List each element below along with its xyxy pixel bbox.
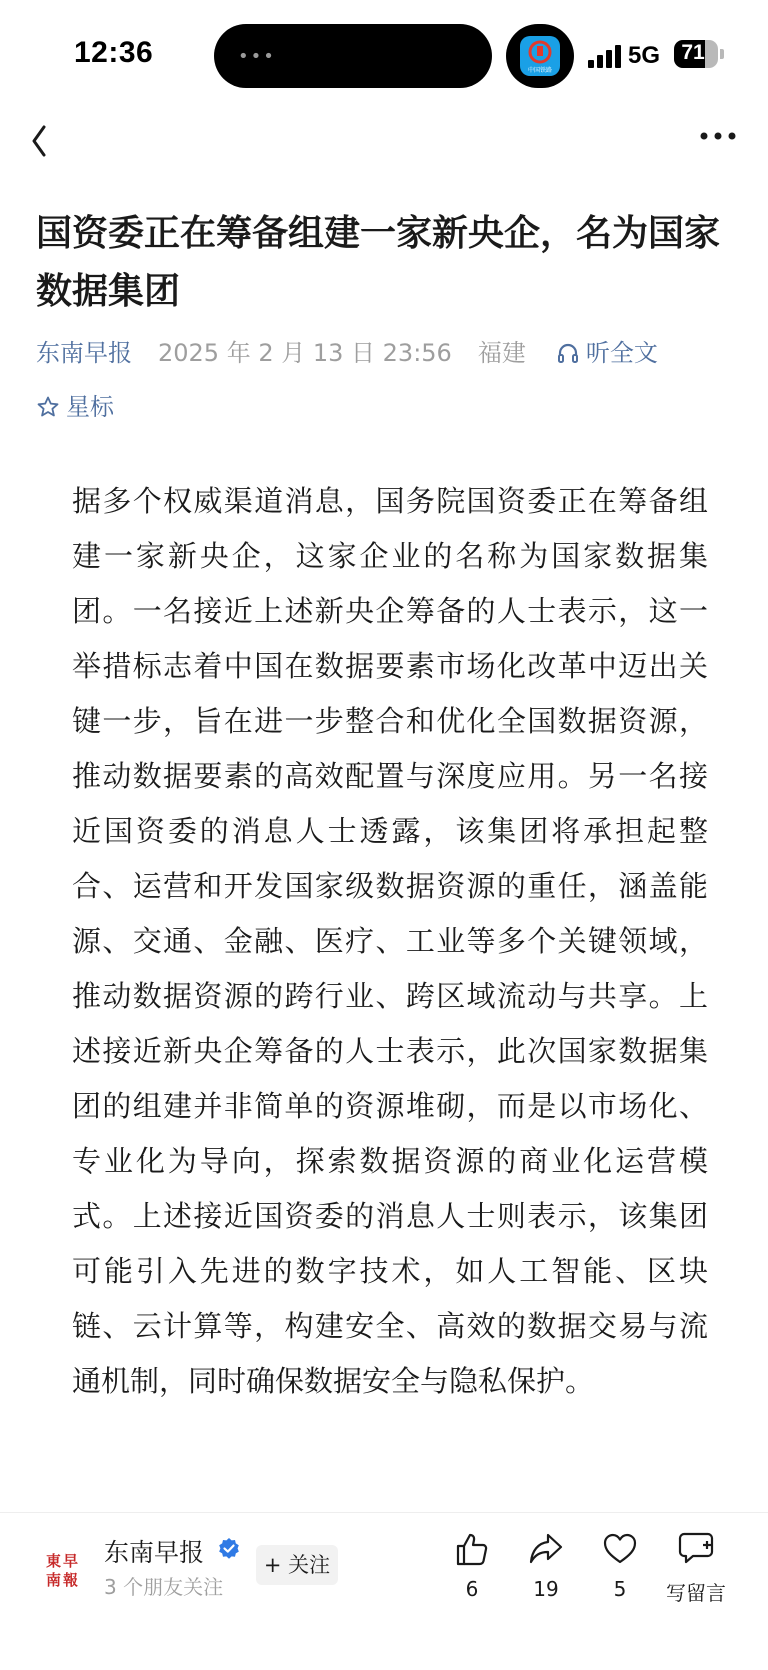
star-label: 星标 (66, 393, 114, 421)
thumbs-up-icon (454, 1531, 490, 1567)
battery-level: 71 (681, 41, 705, 64)
article-title: 国资委正在筹备组建一家新央企，名为国家数据集团 (36, 213, 721, 312)
newspaper-logo-icon (40, 1547, 84, 1591)
svg-text:東: 東 (46, 1552, 62, 1570)
article-date: 2025 年 2 月 13 日 23:56 (158, 339, 452, 367)
article-meta (36, 336, 658, 370)
article-body: 据多个权威渠道消息，国务院国资委正在筹备组建一家新央企，这家企业的名称为国家数据集团。一名接近上述新央企筹备的人士表示，这一举措标志着中国在数据要素市场化改革中迈出关键一步，旨在进一步整合和优化全国数据资源，推动数据要素的高效配置与深度应用。另一名接近国资委的消息人士透露，该集团将承担起整合、运营和开发国家级数据资源的重任，涵盖能源、交通、金融、医疗、工业等多个关键领域，推动数据资源的跨行业、跨区域流动与共享。上述接近新央企筹备的人士表示，此次国家数据集团的组建并非简单的资源堆砌，而是以市场化、专业化为导向，探索数据资源的商业化运营模式。上述接近国资委的消息人士则表示，该集团可能引入先进的数字技术，如人工智能、区块链、云计算等，构建安全、高效的数据交易与流通机制，同时确保数据安全与隐私保护。 (72, 484, 708, 1398)
share-arrow-icon (528, 1531, 564, 1567)
follow-button[interactable]: + 关注 (256, 1545, 338, 1585)
account-name[interactable]: 东南早报 (104, 1538, 205, 1567)
live-activity-badge[interactable] (506, 24, 574, 88)
listen-label: 听全文 (585, 339, 658, 367)
comment-add-icon (677, 1531, 715, 1567)
comment-label: 写留言 (666, 1581, 726, 1605)
svg-text:報: 報 (63, 1571, 79, 1589)
account-avatar[interactable] (40, 1547, 84, 1591)
bottom-action-bar (0, 1512, 768, 1670)
heart-icon (602, 1531, 638, 1567)
status-bar (0, 0, 768, 110)
railway-app-icon (520, 36, 560, 76)
svg-text:早: 早 (63, 1552, 79, 1570)
status-time: 12:36 (74, 36, 154, 69)
like-count: 6 (465, 1577, 479, 1601)
article-location: 福建 (477, 339, 526, 367)
headphones-icon (556, 341, 580, 365)
follower-count: 3 个朋友关注 (104, 1575, 224, 1599)
favorite-button[interactable] (580, 1531, 660, 1601)
chevron-left-icon (22, 114, 62, 162)
battery-icon (674, 40, 718, 68)
comment-button[interactable] (656, 1531, 736, 1606)
battery-tip (720, 49, 724, 59)
share-button[interactable] (506, 1531, 586, 1601)
network-type: 5G (628, 42, 661, 69)
like-button[interactable] (432, 1531, 512, 1601)
more-button[interactable] (696, 126, 742, 146)
listen-button[interactable] (556, 339, 658, 367)
verified-badge-icon (217, 1537, 241, 1561)
dynamic-island (214, 24, 492, 88)
star-button[interactable] (36, 390, 114, 424)
favorite-count: 5 (613, 1577, 627, 1601)
island-dots-icon: ••• (238, 46, 276, 67)
star-icon (36, 395, 60, 419)
signal-icon (588, 44, 622, 68)
app-badge-label: 中国铁路 (527, 67, 552, 74)
svg-text:南: 南 (46, 1571, 62, 1589)
share-count: 19 (533, 1577, 559, 1601)
back-button[interactable] (22, 114, 62, 162)
article-source-link[interactable]: 东南早报 (36, 339, 132, 367)
more-horizontal-icon (696, 126, 742, 146)
